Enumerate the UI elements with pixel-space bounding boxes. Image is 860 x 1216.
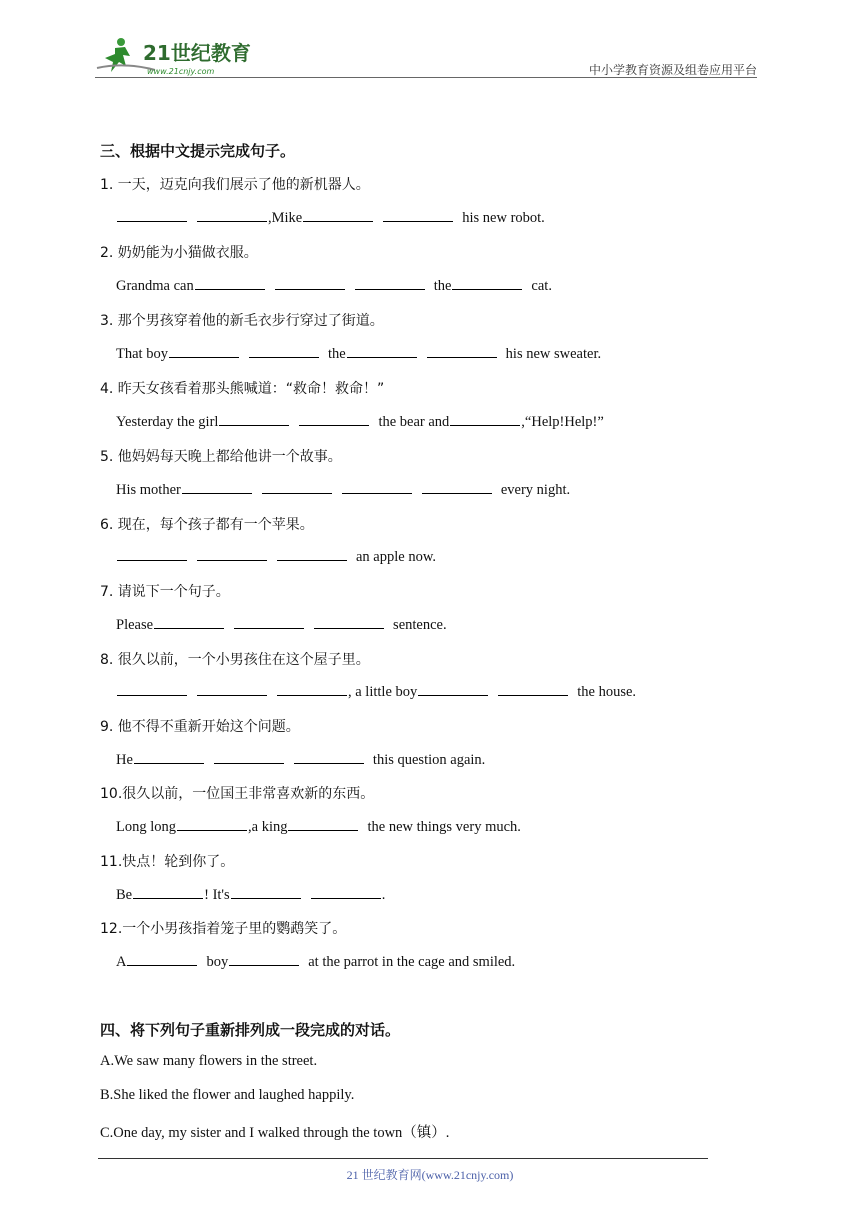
- answer-blank: [418, 682, 488, 696]
- question-8: 8. 很久以前，一个小男孩住在这个屋子里。: [100, 652, 370, 668]
- answer-blank: [219, 412, 289, 426]
- answer-text: That boy: [116, 346, 168, 362]
- answer-text: A: [116, 954, 127, 970]
- answer-blank: [177, 817, 247, 831]
- answer-blank: [262, 480, 332, 494]
- question-10: 10.很久以前，一位国王非常喜欢新的东西。: [100, 786, 375, 802]
- answer-blank: [311, 885, 381, 899]
- answer-7: [116, 615, 447, 634]
- answer-blank: [427, 344, 497, 358]
- answer-text: ,“Help!Help!”: [521, 414, 604, 430]
- answer-blank: [197, 547, 267, 561]
- question-5: 5. 他妈妈每天晚上都给他讲一个故事。: [100, 449, 342, 465]
- answer-blank: [277, 682, 347, 696]
- answer-text: , a little boy: [348, 684, 418, 700]
- answer-2: [116, 276, 552, 295]
- option-a: A.We saw many flowers in the street.: [100, 1053, 318, 1069]
- answer-text: His mother: [116, 482, 181, 498]
- answer-text: Be: [116, 887, 133, 903]
- question-3: 3. 那个男孩穿着他的新毛衣步行穿过了街道。: [100, 313, 384, 329]
- answer-blank: [299, 412, 369, 426]
- answer-blank: [133, 885, 203, 899]
- answer-text: ! It's: [204, 887, 230, 903]
- answer-blank: [197, 208, 267, 222]
- answer-8: [116, 682, 636, 701]
- answer-text: sentence.: [393, 617, 447, 633]
- question-4: 4. 昨天女孩看着那头熊喊道：“救命！救命！”: [100, 381, 385, 397]
- answer-11: [116, 885, 385, 904]
- answer-blank: [197, 682, 267, 696]
- answer-text: his new robot.: [462, 210, 545, 226]
- answer-blank: [117, 547, 187, 561]
- answer-blank: [169, 344, 239, 358]
- answer-text: the new things very much.: [367, 819, 521, 835]
- answer-blank: [117, 682, 187, 696]
- answer-blank: [498, 682, 568, 696]
- answer-blank: [229, 952, 299, 966]
- footer-divider: [98, 1158, 708, 1159]
- answer-blank: [452, 276, 522, 290]
- answer-text: Please: [116, 617, 154, 633]
- answer-blank: [154, 615, 224, 629]
- answer-6: [116, 547, 436, 566]
- logo: [95, 34, 260, 78]
- answer-text: the: [327, 346, 346, 362]
- question-2: 2. 奶奶能为小猫做衣服。: [100, 245, 258, 261]
- answer-blank: [231, 885, 301, 899]
- answer-blank: [249, 344, 319, 358]
- answer-text: at the parrot in the cage and smiled.: [308, 954, 516, 970]
- question-12: 12.一个小男孩指着笼子里的鹦鹉笑了。: [100, 921, 347, 937]
- answer-blank: [214, 750, 284, 764]
- question-6: 6. 现在，每个孩子都有一个苹果。: [100, 517, 314, 533]
- answer-text: boy: [206, 954, 229, 970]
- answer-blank: [117, 208, 187, 222]
- answer-text: the: [433, 278, 452, 294]
- answer-text: Long long: [116, 819, 177, 835]
- answer-text: the house.: [577, 684, 637, 700]
- answer-blank: [314, 615, 384, 629]
- brand-name: 中小学教育资源及组卷应用平台: [588, 63, 757, 77]
- answer-blank: [275, 276, 345, 290]
- answer-text: the bear and: [378, 414, 450, 430]
- answer-text: He: [116, 752, 133, 768]
- option-c: C.One day, my sister and I walked through the town（镇）.: [100, 1125, 450, 1141]
- answer-blank: [303, 208, 373, 222]
- answer-blank: [182, 480, 252, 494]
- answer-blank: [234, 615, 304, 629]
- page-header: [95, 34, 757, 79]
- question-11: 11.快点！轮到你了。: [100, 854, 235, 870]
- answer-text: .: [381, 887, 386, 903]
- header-divider: [95, 77, 757, 78]
- answer-text: cat.: [531, 278, 552, 294]
- question-9: 9. 他不得不重新开始这个问题。: [100, 719, 300, 735]
- answer-text: every night.: [500, 482, 571, 498]
- answer-text: ,Mike: [268, 210, 303, 226]
- answer-text: ,a king: [248, 819, 288, 835]
- svg-text:www.21cnjy.com: www.21cnjy.com: [147, 67, 215, 76]
- svg-text:21世纪教育: 21世纪教育: [143, 41, 251, 65]
- answer-1: [116, 208, 545, 227]
- answer-text: an apple now.: [356, 549, 436, 565]
- answer-5: [116, 480, 570, 499]
- answer-text: Grandma can: [116, 278, 194, 294]
- answer-blank: [347, 344, 417, 358]
- answer-blank: [450, 412, 520, 426]
- answer-blank: [134, 750, 204, 764]
- answer-text: his new sweater.: [505, 346, 602, 362]
- answer-blank: [294, 750, 364, 764]
- answer-blank: [288, 817, 358, 831]
- answer-blank: [355, 276, 425, 290]
- answer-12: [116, 952, 515, 971]
- answer-9: [116, 750, 485, 769]
- answer-blank: [342, 480, 412, 494]
- answer-blank: [422, 480, 492, 494]
- answer-text: this question again.: [372, 752, 486, 768]
- answer-4: [116, 412, 604, 431]
- answer-3: [116, 344, 601, 363]
- answer-blank: [383, 208, 453, 222]
- answer-text: Yesterday the girl: [116, 414, 219, 430]
- answer-blank: [277, 547, 347, 561]
- section-4-title: 四、将下列句子重新排列成一段完成的对话。: [100, 1021, 401, 1039]
- question-7: 7. 请说下一个句子。: [100, 584, 230, 600]
- question-1: 1. 一天，迈克向我们展示了他的新机器人。: [100, 177, 370, 193]
- answer-10: [116, 817, 521, 836]
- answer-blank: [127, 952, 197, 966]
- footer-text: 21 世纪教育网(www.21cnjy.com): [346, 1168, 514, 1182]
- option-b: B.She liked the flower and laughed happily.: [100, 1087, 355, 1103]
- section-3-title: 三、根据中文提示完成句子。: [100, 142, 296, 160]
- answer-blank: [195, 276, 265, 290]
